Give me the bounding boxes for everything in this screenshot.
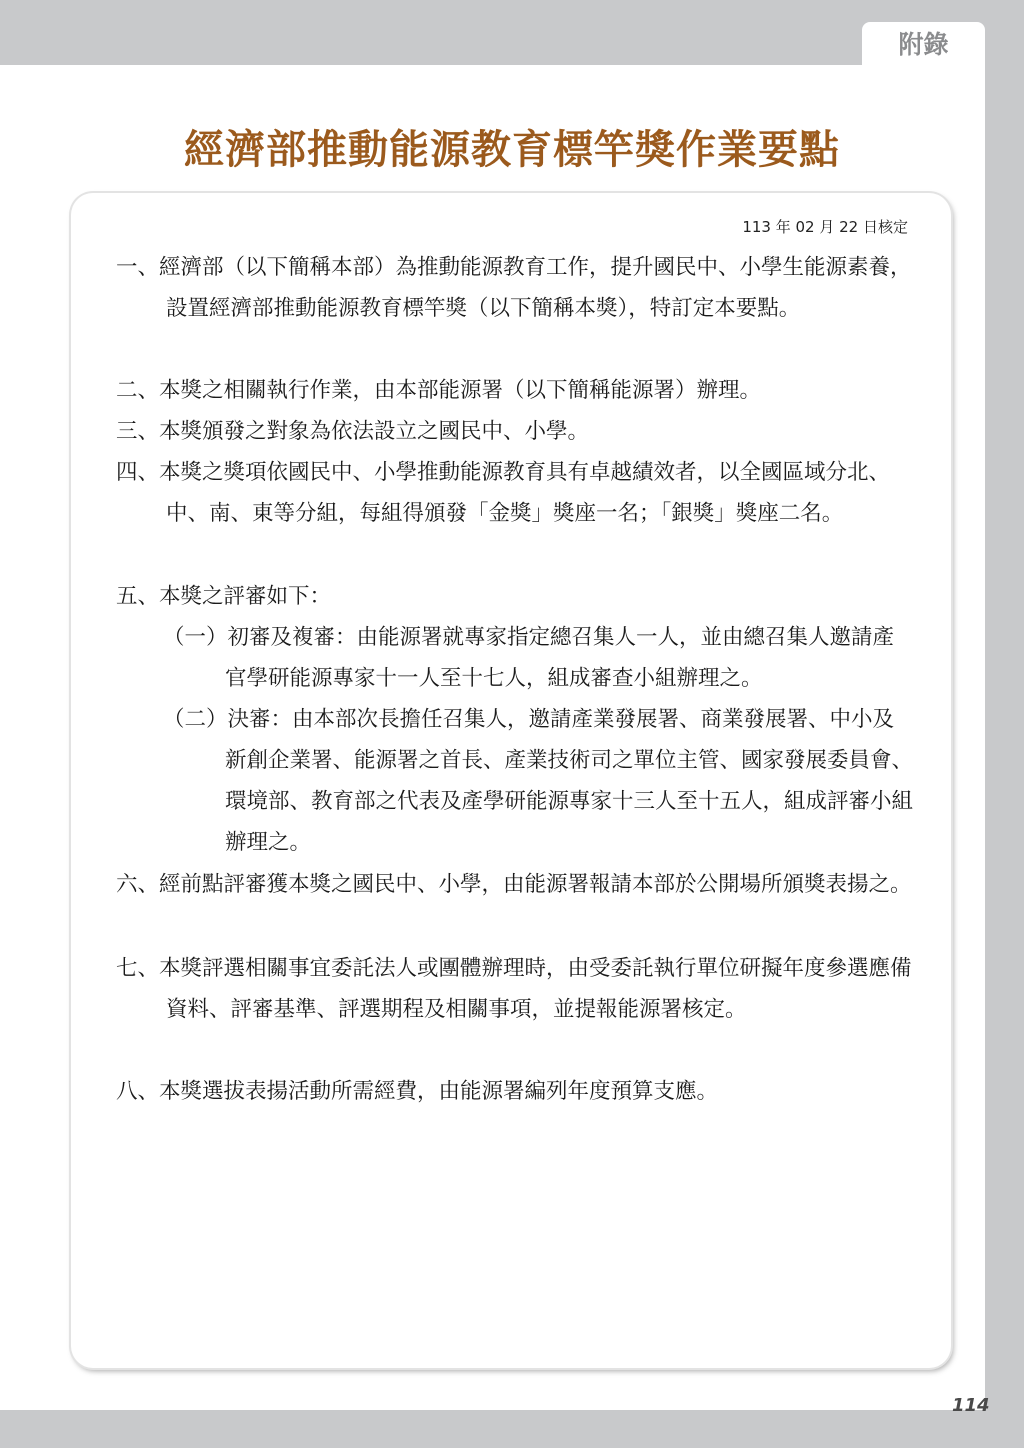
article-5-sub-2: （二）決審：由本部次長擔任召集人，邀請產業發展署、商業發展署、中小及新創企業署、能源署之首長、產業技術司之單位主管、國家發展委員會、環境部、教育部之代表及產學研能源專家十三人至十五人，組成評審小組辦理之。 <box>163 707 914 855</box>
article-8: 八、本獎選拔表揚活動所需經費，由能源署編列年度預算支應。 <box>116 1079 719 1104</box>
article-1: 一、經濟部（以下簡稱本部）為推動能源教育工作，提升國民中、小學生能源素養，設置經濟部推動能源教育標竿獎（以下簡稱本獎），特訂定本要點。 <box>116 255 912 321</box>
page-title: 經濟部推動能源教育標竿獎作業要點 <box>184 127 840 173</box>
page-number: 114 <box>952 1395 990 1416</box>
footer-band <box>0 1410 1024 1448</box>
article-4: 四、本獎之獎項依國民中、小學推動能源教育具有卓越績效者，以全國區域分北、中、南、東等分組，每組得頒發「金獎」獎座一名；「銀獎」獎座二名。 <box>116 460 891 526</box>
article-5: 五、本獎之評審如下： <box>116 584 332 609</box>
article-6: 六、經前點評審獲本獎之國民中、小學，由能源署報請本部於公開場所頒獎表揚之。 <box>116 872 912 897</box>
approval-date: 113 年 02 月 22 日核定 <box>742 218 908 236</box>
appendix-tab: 附錄 <box>862 22 985 70</box>
side-band <box>985 0 1024 1448</box>
article-7: 七、本獎評選相關事宜委託法人或團體辦理時，由受委託執行單位研擬年度參選應備資料、評審基準、評選期程及相關事項，並提報能源署核定。 <box>116 956 912 1022</box>
article-3: 三、本獎頒發之對象為依法設立之國民中、小學。 <box>116 419 590 444</box>
article-5-sub-1: （一）初審及複審：由能源署就專家指定總召集人一人，並由總召集人邀請產官學研能源專家十一人至十七人，組成審查小組辦理之。 <box>163 625 895 691</box>
article-2: 二、本獎之相關執行作業，由本部能源署（以下簡稱能源署）辦理。 <box>116 378 762 403</box>
